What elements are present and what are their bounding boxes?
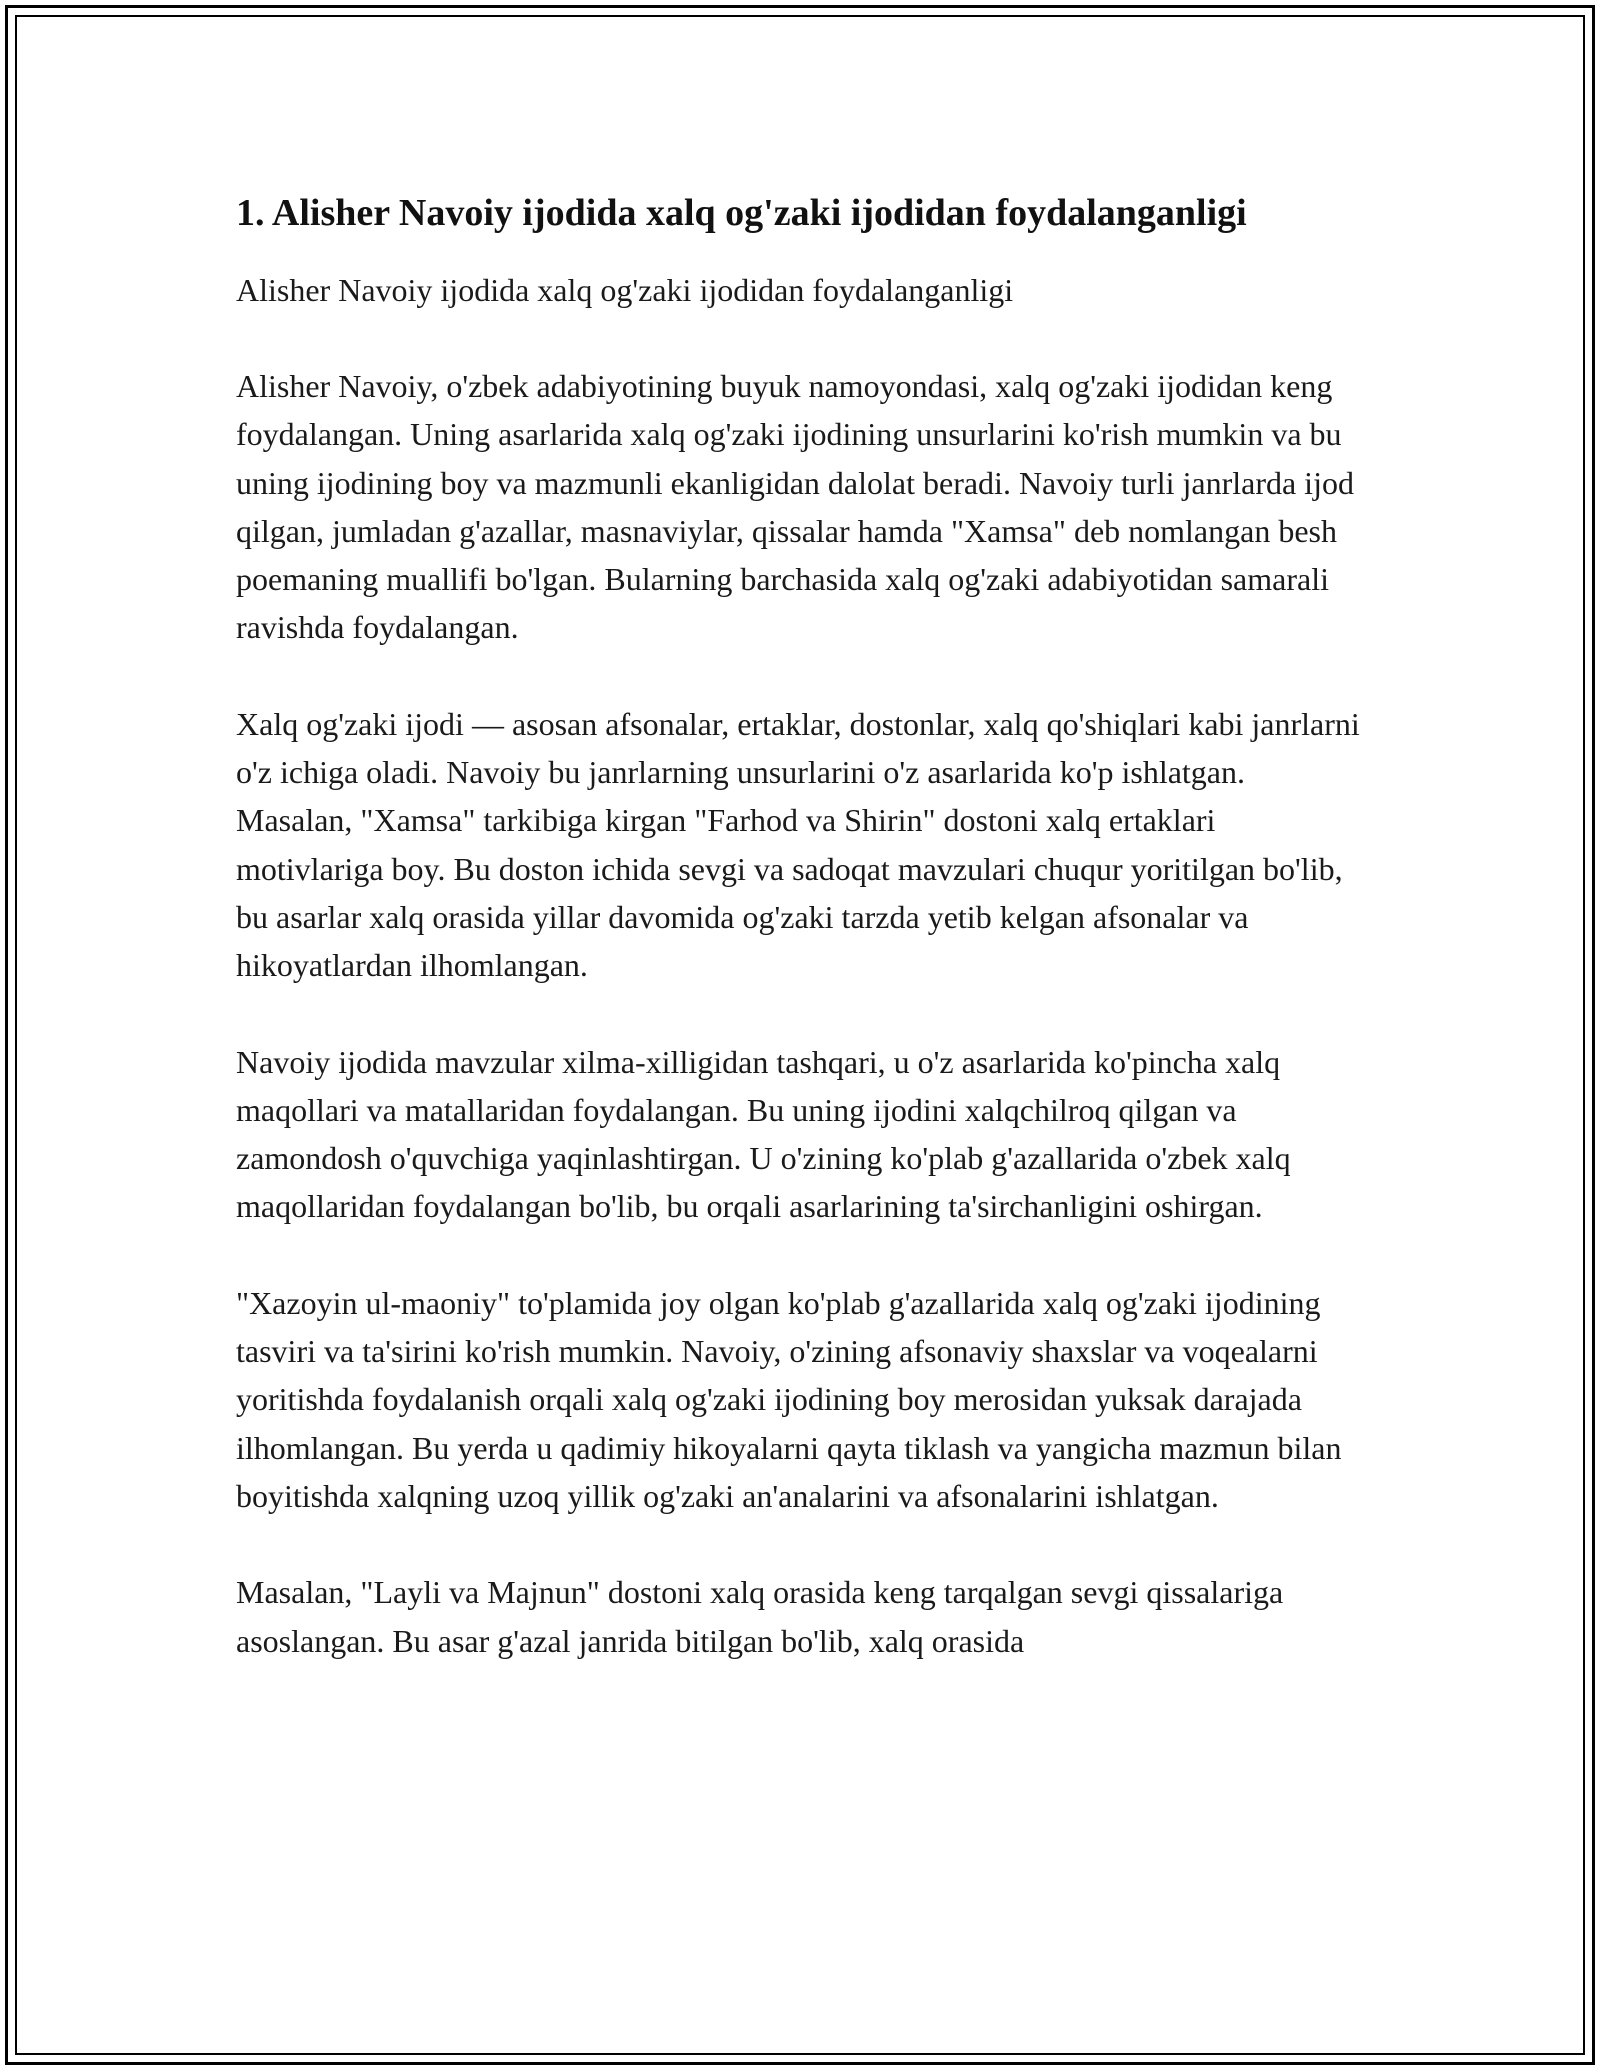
document-subtitle: Alisher Navoiy ijodida xalq og'zaki ijodidan foydalanganligi	[236, 272, 1014, 308]
paragraph-1: Alisher Navoiy, o'zbek adabiyotining buyuk namoyondasi, xalq og'zaki ijodidan keng foydalangan. Uning asarlarida xalq og'zaki ijodining unsurlarini ko'rish mumkin va bu uning ijodining boy va mazmunli ekanligidan dalolat beradi. Navoiy turli janrlarda ijod qilgan, jumladan g'azallar, masnaviylar, qissalar hamda "Xamsa" deb nomlangan besh poemaning muallifi bo'lgan. Bularning barchasida xalq og'zaki adabiyotidan samarali ravishda foydalangan.	[236, 368, 1354, 646]
paragraph-4: "Xazoyin ul-maoniy" to'plamida joy olgan ko'plab g'azallarida xalq og'zaki ijodining tasviri va ta'sirini ko'rish mumkin. Navoiy, o'zining afsonaviy shaxslar va voqealarni yoritishda foydalanish orqali xalq og'zaki ijodining boy merosidan yuksak darajada ilhomlangan. Bu yerda u qadimiy hikoyalarni qayta tiklash va yangicha mazmun bilan boyitishda xalqning uzoq yillik og'zaki an'analarini va afsonalarini ishlatgan.	[236, 1284, 1342, 1514]
document-body	[236, 186, 1366, 1713]
paragraph-5: Masalan, "Layli va Majnun" dostoni xalq orasida keng tarqalgan sevgi qissalariga asoslangan. Bu asar g'azal janrida bitilgan bo'lib, xalq orasida	[236, 1574, 1284, 1659]
paragraph-2: Xalq og'zaki ijodi — asosan afsonalar, ertaklar, dostonlar, xalq qo'shiqlari kabi janrlarni o'z ichiga oladi. Navoiy bu janrlarning unsurlarini o'z asarlarida ko'p ishlatgan. Masalan, "Xamsa" tarkibiga kirgan "Farhod va Shirin" dostoni xalq ertaklari motivlariga boy. Bu doston ichida sevgi va sadoqat mavzulari chuqur yoritilgan bo'lib, bu asarlar xalq orasida yillar davomida og'zaki tarzda yetib kelgan afsonalar va hikoyatlardan ilhomlangan.	[236, 705, 1360, 984]
paragraph-3: Navoiy ijodida mavzular xilma-xilligidan tashqari, u o'z asarlarida ko'pincha xalq maqollari va matallaridan foydalangan. Bu uning ijodini xalqchilroq qilgan va zamondosh o'quvchiga yaqinlashtirgan. U o'zining ko'plab g'azallarida o'zbek xalq maqollaridan foydalangan bo'lib, bu orqali asarlarining ta'sirchanligini oshirgan.	[236, 1043, 1291, 1225]
document-heading: 1. Alisher Navoiy ijodida xalq og'zaki ijodidan foydalanganligi	[236, 192, 1247, 234]
